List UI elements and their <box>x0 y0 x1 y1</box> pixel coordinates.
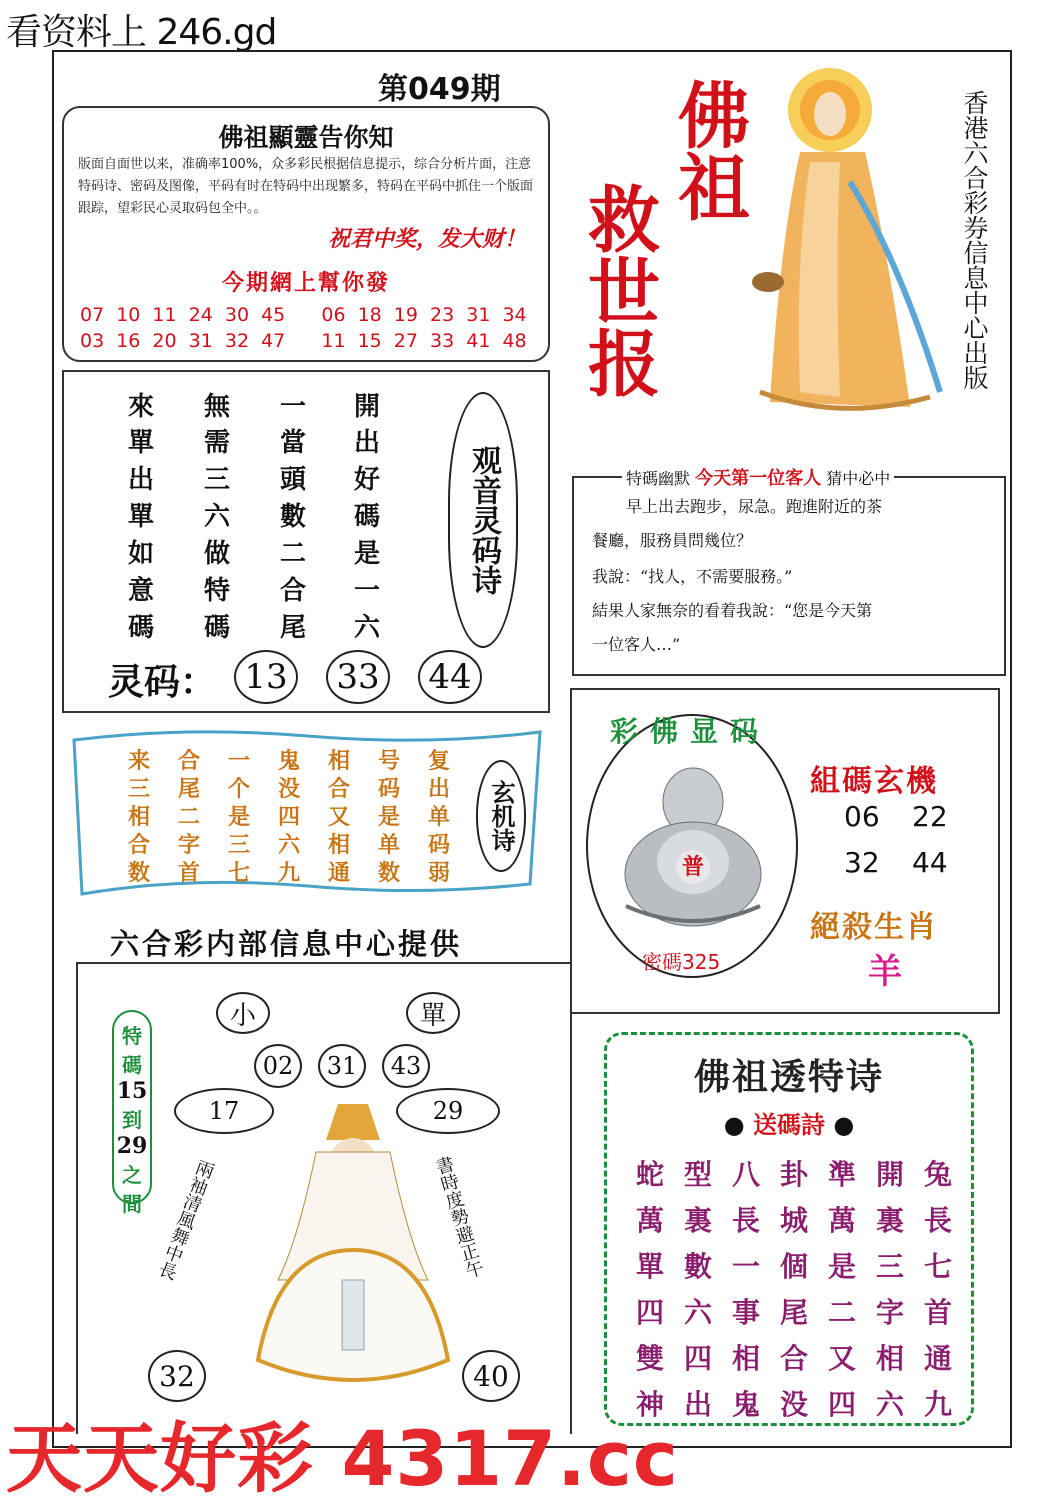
xuanji-cell: 一 <box>227 748 250 774</box>
poem-cell: 碼 <box>353 502 380 532</box>
joke-header-right: 猜中必中 <box>826 469 891 488</box>
lingma-number: 13 <box>234 650 298 704</box>
xuanji-cell: 字 <box>177 832 200 858</box>
poem-cell: 碼 <box>203 613 230 643</box>
xuanji-title-oval <box>476 760 526 872</box>
tete-cell: 又 <box>827 1342 856 1375</box>
guanyin-poem-box <box>62 370 550 713</box>
xuanji-cell: 来 <box>127 748 150 774</box>
tete-cell: 九 <box>923 1388 952 1421</box>
lingma-number: 44 <box>418 650 482 704</box>
poem-cell: 無 <box>203 392 230 422</box>
tete-box <box>604 1032 974 1426</box>
xuanji-cell: 是 <box>227 804 250 830</box>
guanyin-poem-title: 观音灵码诗 <box>466 445 501 595</box>
xuanji-cell: 是 <box>377 804 400 830</box>
notice-slogan: 祝君中奖，发大财！ <box>327 226 526 252</box>
xuanji-cell: 复 <box>427 748 450 774</box>
tema-char: 到 <box>122 1108 142 1132</box>
small-label: 小 <box>216 992 270 1034</box>
xuanji-cell: 数 <box>127 860 150 886</box>
tete-cell: 長 <box>923 1204 952 1237</box>
combo-number: 22 <box>912 800 948 833</box>
buddha-box <box>570 688 1000 1014</box>
masthead-title-1: 佛祖 <box>666 78 751 222</box>
tete-cell: 六 <box>683 1296 712 1329</box>
poem-cell: 來 <box>127 392 154 422</box>
poem-cell: 六 <box>353 613 380 643</box>
lingma-number: 33 <box>326 650 390 704</box>
guanyin-box <box>76 962 572 1434</box>
tete-cell: 開 <box>875 1158 904 1191</box>
poem-cell: 一 <box>279 392 306 422</box>
notice-numbers-row1: 07 10 11 24 30 45 06 18 19 23 31 34 <box>80 304 527 326</box>
xuanji-cell: 个 <box>227 776 250 802</box>
joke-line: 我說：“找人，不需要服務。” <box>592 567 793 586</box>
tema-char: 間 <box>122 1192 142 1216</box>
tete-cell: 雙 <box>635 1342 664 1375</box>
bullet-dot: ● <box>723 1110 745 1139</box>
notice-title: 佛祖顯靈告你知 <box>218 123 394 152</box>
xuanji-cell: 二 <box>177 804 200 830</box>
xuanji-cell: 出 <box>427 776 450 802</box>
tema-char: 特 <box>122 1024 142 1048</box>
tete-cell: 長 <box>731 1204 760 1237</box>
poem-cell: 三 <box>203 465 230 495</box>
tema-range <box>112 1010 152 1216</box>
tete-cell: 兔 <box>923 1158 952 1191</box>
notice-box <box>62 106 550 362</box>
joke-header <box>622 464 894 490</box>
xuanji-cell: 号 <box>377 748 400 774</box>
xuanji-cell: 鬼 <box>277 748 300 774</box>
combo-number: 44 <box>912 846 948 879</box>
tema-number: 29 <box>116 1133 148 1159</box>
joke-box <box>572 468 1006 676</box>
poem-cell: 一 <box>353 576 380 606</box>
xuanji-cell: 七 <box>227 860 250 886</box>
xuanji-cell: 码 <box>427 832 450 858</box>
xuanji-cell: 六 <box>277 832 300 858</box>
tete-cell: 四 <box>635 1296 664 1329</box>
poem-cell: 是 <box>353 539 380 569</box>
poem-cell: 碼 <box>127 613 154 643</box>
xuanji-cell: 三 <box>127 776 150 802</box>
tema-number: 15 <box>116 1078 148 1104</box>
poem-cell: 當 <box>279 428 306 458</box>
issue-number: 第049期 <box>378 72 501 107</box>
left-verse: 兩袖清風舞中長 <box>153 1156 217 1282</box>
site-watermark-top: 看资料上 246.gd <box>6 12 277 53</box>
combo-number: 06 <box>844 800 880 833</box>
xuanji-box <box>68 724 548 900</box>
poem-cell: 意 <box>127 576 154 606</box>
left-oval-number: 17 <box>174 1088 274 1134</box>
tete-sub-label: 送碼詩 <box>753 1110 825 1139</box>
xuanji-cell: 单 <box>427 804 450 830</box>
tete-cell: 卦 <box>779 1158 808 1191</box>
tete-cell: 型 <box>683 1158 712 1191</box>
tete-title: 佛祖透特诗 <box>693 1056 884 1098</box>
xuanji-cell: 首 <box>177 860 200 886</box>
tete-cell: 裏 <box>683 1204 712 1237</box>
tete-cell: 尾 <box>779 1296 808 1329</box>
xuanji-cell: 单 <box>377 832 400 858</box>
tete-cell: 没 <box>779 1388 808 1421</box>
kill-zodiac-title: 絕殺生肖 <box>810 910 938 945</box>
tete-cell: 七 <box>923 1250 952 1283</box>
tete-cell: 準 <box>827 1158 856 1191</box>
poem-cell: 開 <box>353 392 380 422</box>
tete-cell: 首 <box>923 1296 952 1329</box>
xuanji-cell: 弱 <box>427 860 450 886</box>
tete-cell: 四 <box>827 1388 856 1421</box>
buddha-arc-title: 彩佛显码 <box>610 715 771 748</box>
kill-zodiac-value: 羊 <box>868 952 902 992</box>
top-number: 02 <box>254 1044 302 1088</box>
bodhisattva-illustration <box>740 62 950 422</box>
tete-cell: 蛇 <box>635 1158 664 1191</box>
poem-cell: 數 <box>279 502 306 532</box>
masthead-title-2: 救世报 <box>576 182 661 398</box>
tete-cell: 城 <box>779 1204 808 1237</box>
right-verse: 書時度勢避正午 <box>430 1153 486 1281</box>
single-label: 單 <box>406 992 460 1034</box>
joke-line: 一位客人…” <box>592 635 681 654</box>
tete-cell: 三 <box>875 1250 904 1283</box>
poem-cell: 頭 <box>279 465 306 495</box>
guanyin-figure <box>238 1100 468 1400</box>
tete-cell: 單 <box>635 1250 664 1283</box>
poem-cell: 合 <box>279 576 306 606</box>
right-oval-number: 29 <box>396 1088 500 1134</box>
poem-cell: 做 <box>203 539 230 569</box>
brand-watermark-bottom: 天天好彩 4317.cc <box>6 1414 679 1496</box>
tete-cell: 鬼 <box>731 1388 760 1421</box>
poem-cell: 單 <box>127 502 154 532</box>
joke-header-left: 特碼幽默 <box>626 469 691 488</box>
xuanji-cell: 相 <box>127 804 150 830</box>
provider-line: 六合彩内部信息中心提供 <box>110 927 463 961</box>
xuanji-cell: 相 <box>327 832 350 858</box>
tema-char: 碼 <box>122 1053 142 1077</box>
poem-cell: 如 <box>127 539 154 569</box>
tete-cell: 萬 <box>635 1204 664 1237</box>
tete-cell: 二 <box>827 1296 856 1329</box>
poem-cell: 出 <box>353 428 380 458</box>
xuanji-cell: 码 <box>377 776 400 802</box>
xuanji-cell: 尾 <box>177 776 200 802</box>
xuanji-cell: 合 <box>127 832 150 858</box>
tete-cell: 六 <box>875 1388 904 1421</box>
tete-cell: 四 <box>683 1342 712 1375</box>
xuanji-cell: 没 <box>277 776 300 802</box>
xuanji-cell: 数 <box>377 860 400 886</box>
poem-cell: 六 <box>203 502 230 532</box>
combo-number: 32 <box>844 846 880 879</box>
poem-cell: 出 <box>127 465 154 495</box>
combo-title: 組碼玄機 <box>810 764 938 799</box>
poem-cell: 特 <box>203 576 230 606</box>
tete-cell: 數 <box>683 1250 712 1283</box>
buddha-badge: 普 <box>676 850 710 884</box>
joke-line: 早上出去跑步，尿急。跑進附近的茶 <box>626 497 883 516</box>
tete-cell: 是 <box>827 1250 856 1283</box>
tete-cell: 一 <box>731 1250 760 1283</box>
guanyin-poem-title-oval <box>448 392 518 648</box>
joke-line: 餐廳，服務員問幾位？ <box>592 531 753 550</box>
xuanji-title: 玄机诗 <box>487 780 516 852</box>
tete-cell: 事 <box>731 1296 760 1329</box>
xuanji-cell: 四 <box>277 804 300 830</box>
tete-cell: 出 <box>683 1388 712 1421</box>
tete-cell: 神 <box>635 1388 664 1421</box>
poem-cell: 二 <box>279 539 306 569</box>
tema-char: 之 <box>122 1163 142 1187</box>
tete-cell: 字 <box>875 1296 904 1329</box>
bottom-left-number: 32 <box>148 1350 206 1402</box>
xuanji-cell: 九 <box>277 860 300 886</box>
tete-cell: 萬 <box>827 1204 856 1237</box>
tete-cell: 八 <box>731 1158 760 1191</box>
notice-subtitle: 今期網上幫你發 <box>221 270 390 296</box>
poem-cell: 好 <box>353 465 380 495</box>
tete-cell: 裏 <box>875 1204 904 1237</box>
joke-header-mid: 今天第一位客人 <box>695 468 822 489</box>
tete-cell: 通 <box>923 1342 952 1375</box>
notice-numbers-row2: 03 16 20 31 32 47 11 15 27 33 41 48 <box>80 330 527 352</box>
laughing-buddha-figure <box>608 756 778 932</box>
xuanji-cell: 合 <box>177 748 200 774</box>
xuanji-cell: 相 <box>327 748 350 774</box>
lingma-label: 灵码： <box>108 661 217 703</box>
xuanji-cell: 通 <box>327 860 350 886</box>
top-number: 31 <box>318 1044 366 1088</box>
top-number: 43 <box>382 1044 430 1088</box>
notice-body: 版面自面世以来，准确率100%，众多彩民根据信息提示，综合分析片面，注意特码诗、密码及图像，平码有时在特码中出现繁多，特码在平码中抓住一个版面跟踪，望彩民心灵取码包全中。。 <box>78 157 534 216</box>
secret-code: 密碼325 <box>642 950 721 974</box>
xuanji-cell: 又 <box>327 804 350 830</box>
masthead-publisher: 香港六合彩券信息中心出版 <box>960 90 989 390</box>
bullet-dot: ● <box>833 1110 855 1139</box>
joke-line: 結果人家無奈的看着我說：“您是今天第 <box>592 601 873 620</box>
poem-cell: 單 <box>127 428 154 458</box>
poem-cell: 需 <box>203 428 230 458</box>
xuanji-cell: 合 <box>327 776 350 802</box>
tete-cell: 相 <box>875 1342 904 1375</box>
tete-cell: 相 <box>731 1342 760 1375</box>
tete-cell: 個 <box>779 1250 808 1283</box>
tete-cell: 合 <box>779 1342 808 1375</box>
tete-sub <box>607 1105 971 1140</box>
xuanji-cell: 三 <box>227 832 250 858</box>
bottom-right-number: 40 <box>462 1350 520 1402</box>
poem-cell: 尾 <box>279 613 306 643</box>
